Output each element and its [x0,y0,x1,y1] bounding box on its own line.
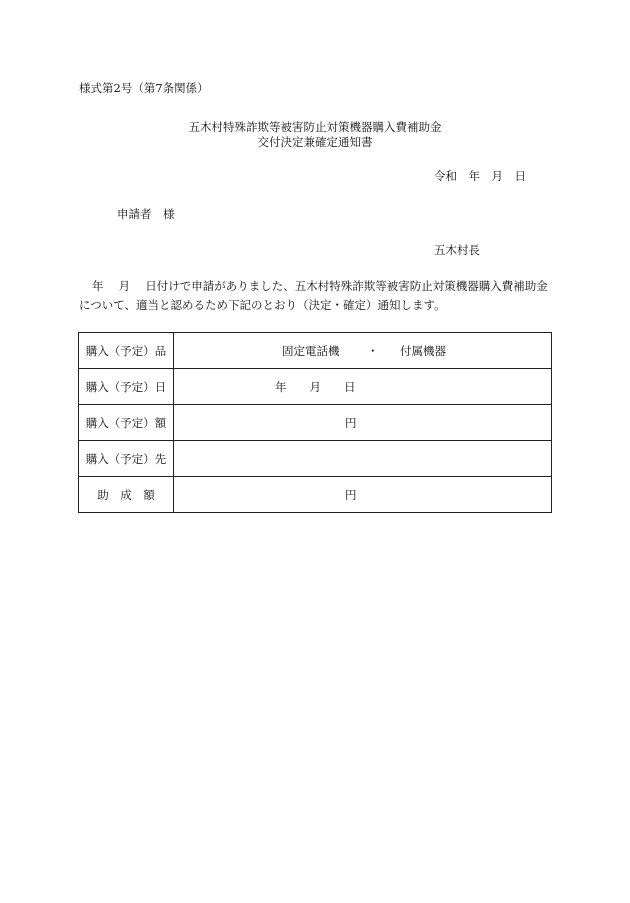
body-text-line-1: 年 月 日付けで申請がありました、五木村特殊詐欺等被害防止対策機器購入費補助金 [92,279,548,293]
row-value-purchase-amount [174,405,552,441]
item-option-phone: 固定電話機 [282,343,340,358]
applicant-name: 申請者 様 [117,207,175,221]
row-label-purchase-vendor: 購入（予定）先 [79,441,174,477]
row-value-purchase-item [174,333,552,369]
row-label-subsidy-amount: 助 成 額 [79,477,174,513]
document-title-line-1: 五木村特殊詐欺等被害防止対策機器購入費補助金 [188,120,442,134]
item-option-accessory: 付属機器 [400,343,446,358]
purchase-date-value: 年 月 日 [275,379,356,394]
form-number: 様式第2号（第7条関係） [79,81,209,95]
row-value-purchase-vendor [174,441,552,477]
table-row [79,477,552,513]
row-label-purchase-date: 購入（予定）日 [79,369,174,405]
body-text-line-2: について、適当と認めるため下記のとおり（決定・確定）通知します。 [79,298,446,312]
issuer-name: 五木村長 [434,243,480,257]
table-row [79,441,552,477]
table-row [79,333,552,369]
table-row [79,405,552,441]
details-table [78,332,552,513]
document-title-line-2: 交付決定兼確定通知書 [257,135,373,149]
row-value-subsidy-amount [174,477,552,513]
table-row [79,369,552,405]
row-value-purchase-date [174,369,552,405]
row-label-purchase-amount: 購入（予定）額 [79,405,174,441]
notice-date: 令和 年 月 日 [434,169,526,183]
item-separator: ・ [367,343,379,358]
purchase-amount-unit: 円 [345,415,357,430]
subsidy-amount-unit: 円 [345,487,357,502]
row-label-purchase-item: 購入（予定）品 [79,333,174,369]
